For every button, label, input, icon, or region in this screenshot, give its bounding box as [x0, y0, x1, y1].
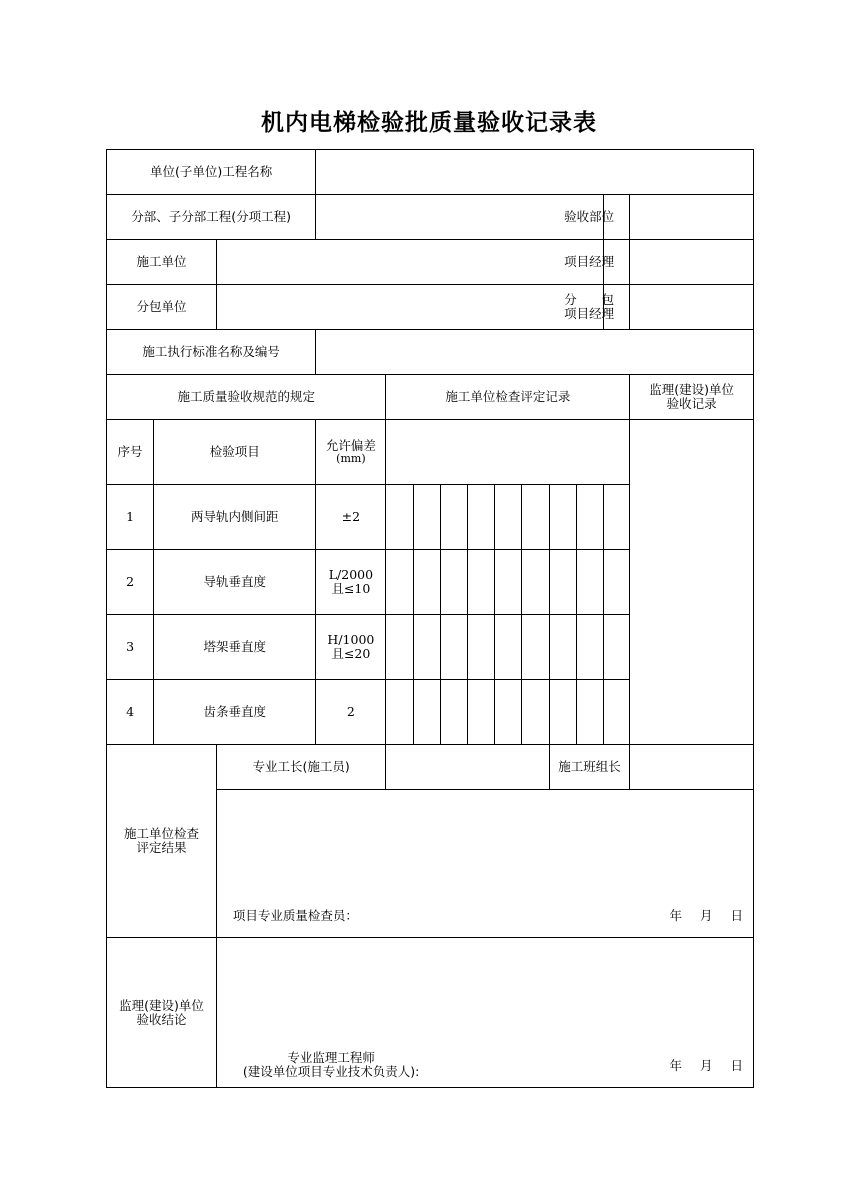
acceptance-part-field[interactable] [630, 195, 754, 240]
engineer-line1: 专业监理工程师 [287, 1050, 375, 1065]
subcontract-unit-field[interactable] [216, 285, 615, 330]
cell[interactable] [522, 485, 549, 550]
tol-line1: L/2000 [328, 567, 374, 582]
spec-label: 施工质量验收规范的规定 [107, 375, 386, 420]
subproject-row [107, 195, 754, 240]
cell[interactable] [495, 615, 522, 680]
standard-label: 施工执行标准名称及编号 [107, 330, 316, 375]
cell[interactable] [604, 615, 630, 680]
row-item: 塔架垂直度 [154, 615, 316, 680]
construction-result-field[interactable] [216, 790, 753, 938]
foreman-row [107, 745, 754, 790]
cell[interactable] [468, 485, 495, 550]
row-no: 2 [107, 550, 154, 615]
cell[interactable] [386, 615, 413, 680]
cell[interactable] [549, 615, 576, 680]
subcontract-manager-field[interactable] [630, 285, 754, 330]
row-no: 3 [107, 615, 154, 680]
cell[interactable] [440, 680, 467, 745]
supervision-conclusion-line1: 监理(建设)单位 [119, 997, 204, 1013]
supervision-record-label [630, 375, 754, 420]
cell[interactable] [576, 615, 603, 680]
row-no: 1 [107, 485, 154, 550]
construction-result-date: 年 月 日 [669, 908, 743, 923]
subcontract-manager-top [564, 293, 614, 307]
engineer-line2: (建设单位项目专业技术负责人): [242, 1064, 420, 1079]
inspector-label: 项目专业质量检查员： [232, 908, 358, 923]
section-header-row [107, 375, 754, 420]
subcontract-bao: 包 [601, 292, 615, 307]
row-no: 4 [107, 680, 154, 745]
supervision-conclusion-field[interactable] [216, 938, 753, 1088]
tol-line1: 2 [346, 704, 355, 719]
cell[interactable] [549, 485, 576, 550]
supervision-line2: 验收记录 [666, 396, 717, 411]
col-no: 序号 [107, 420, 154, 485]
construction-result-line2: 评定结果 [136, 840, 187, 855]
foreman-label: 专业工长(施工员) [216, 745, 386, 790]
engineer-signature [243, 1051, 419, 1079]
project-manager-field[interactable] [630, 240, 754, 285]
cell[interactable] [386, 550, 413, 615]
cell[interactable] [549, 680, 576, 745]
cell[interactable] [413, 680, 440, 745]
col-item: 检验项目 [154, 420, 316, 485]
subcontract-row [107, 285, 754, 330]
supervision-record-field[interactable] [630, 420, 754, 745]
acceptance-part-text: 验收部位 [564, 209, 615, 224]
cell[interactable] [440, 485, 467, 550]
subcontract-manager-bottom: 项目经理 [564, 306, 615, 321]
tol-line1: ±2 [341, 509, 361, 524]
supervision-conclusion-row [107, 938, 754, 1088]
cell[interactable] [413, 550, 440, 615]
tol-line2: 且≤10 [331, 581, 371, 596]
standard-row [107, 330, 754, 375]
subcontract-fen: 分 [564, 292, 577, 307]
cell[interactable] [440, 550, 467, 615]
row-item: 齿条垂直度 [154, 680, 316, 745]
standard-field[interactable] [316, 330, 754, 375]
supervision-conclusion-label [107, 938, 217, 1088]
cell[interactable] [522, 550, 549, 615]
supervision-conclusion-line2: 验收结论 [136, 1011, 187, 1027]
project-manager-label [564, 240, 630, 285]
acceptance-part-label [564, 195, 630, 240]
cell[interactable] [495, 680, 522, 745]
cell[interactable] [495, 485, 522, 550]
construction-unit-label: 施工单位 [107, 240, 217, 285]
team-leader-label: 施工班组长 [549, 745, 630, 790]
project-name-row [107, 150, 754, 195]
cell[interactable] [576, 550, 603, 615]
tol-line1: H/1000 [327, 632, 375, 647]
column-header-row [107, 420, 754, 485]
construction-result-label [107, 745, 217, 938]
cell[interactable] [386, 485, 413, 550]
cell[interactable] [468, 680, 495, 745]
subcontract-unit-label: 分包单位 [107, 285, 217, 330]
subcontract-manager-text [564, 292, 615, 321]
row-item: 导轨垂直度 [154, 550, 316, 615]
cell[interactable] [522, 615, 549, 680]
cell[interactable] [549, 550, 576, 615]
cell[interactable] [604, 680, 630, 745]
cell[interactable] [604, 485, 630, 550]
cell[interactable] [604, 550, 630, 615]
row-tolerance [316, 550, 386, 615]
record-header-blank [386, 420, 630, 485]
row-item: 两导轨内侧间距 [154, 485, 316, 550]
tol-line2: 且≤20 [331, 646, 371, 661]
construction-result-line1: 施工单位检查 [123, 826, 199, 841]
cell[interactable] [576, 680, 603, 745]
supervision-line1: 监理(建设)单位 [649, 382, 734, 397]
cell[interactable] [386, 680, 413, 745]
cell[interactable] [440, 615, 467, 680]
subproject-label: 分部、子分部工程(分项工程) [107, 195, 316, 240]
cell[interactable] [468, 550, 495, 615]
page-title: 机内电梯检验批质量验收记录表 [261, 109, 597, 136]
subcontract-manager-label [564, 285, 630, 330]
inspection-record-label: 施工单位检查评定记录 [386, 375, 630, 420]
cell[interactable] [468, 615, 495, 680]
project-name-field[interactable] [316, 150, 754, 195]
acceptance-form-table [106, 149, 754, 1088]
project-name-label: 单位(子单位)工程名称 [107, 150, 316, 195]
tolerance-line1: 允许偏差 [325, 438, 376, 453]
supervision-conclusion-date: 年 月 日 [669, 1058, 743, 1073]
row-tolerance [316, 485, 386, 550]
cell[interactable] [495, 550, 522, 615]
cell[interactable] [522, 680, 549, 745]
construction-unit-row [107, 240, 754, 285]
row-tolerance [316, 680, 386, 745]
construction-unit-field[interactable] [216, 240, 603, 285]
cell[interactable] [413, 615, 440, 680]
cell[interactable] [576, 485, 603, 550]
cell[interactable] [413, 485, 440, 550]
subproject-field[interactable] [316, 195, 604, 240]
row-tolerance [316, 615, 386, 680]
col-tolerance [316, 420, 386, 485]
foreman-field[interactable] [386, 745, 549, 790]
tolerance-line2: (mm) [336, 452, 366, 465]
project-manager-text: 项目经理 [564, 254, 615, 269]
team-leader-field[interactable] [630, 745, 754, 790]
